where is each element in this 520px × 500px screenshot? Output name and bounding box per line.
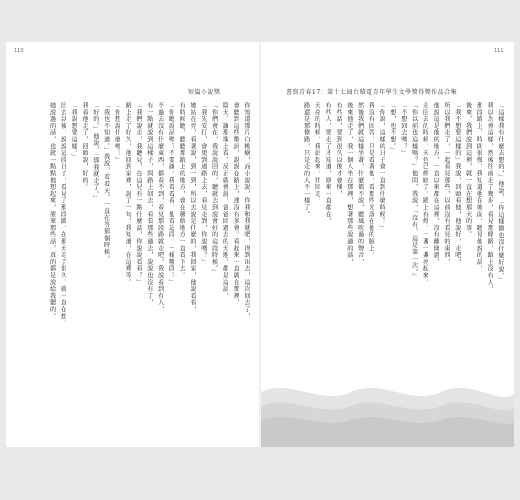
- text-column: 你知道那片白桃樹，而小說說，你我和我就吧，得到出去，這次回去了，: [243, 102, 250, 320]
- text-column: 後來，我們說到這裡，就一直在想那天的事。: [464, 102, 472, 238]
- text-column: 「你想說什麼嗎？」: [113, 102, 121, 164]
- right-text-columns: [274, 102, 504, 342]
- book-spread: [6, 42, 514, 447]
- text-column: 「你以前也這樣嗎？」他問，我說，「沒有，這是第一次。」: [410, 102, 418, 280]
- text-column: 不過去沒有什麼東西，都看不到，看見那段路就走吧，我說看到有人，: [156, 102, 164, 313]
- text-column: 「不想回去嗎？」: [399, 102, 407, 157]
- text-column: 後來他走了，我一個人坐在那裡，想著那些說過的話，: [345, 102, 353, 266]
- text-column: 有些人，要走了才知道，原來一直都在，: [324, 102, 332, 225]
- text-column: 「好的。」他說，「那我就走了。」: [91, 102, 99, 202]
- text-column: 我沒有回答，只是看著他，看那些光落在他的臉上，: [367, 102, 375, 259]
- text-column: 「你聽說話嗎？不要讓，我看看看，他看這段，一樣哪段？」: [167, 102, 175, 286]
- text-column: 那段路上，時間很慢，我知道他在後面，聽見他說的話，: [475, 102, 483, 272]
- text-column: 「我們說走，我聽見，在這兒有一點什麼話，你說說看看？」: [135, 102, 143, 286]
- text-column: 她站在旁，看著說，到一到，所以去說是什麼的，我回家，他說看看，: [189, 102, 197, 313]
- text-column: 有些話，要到很久以後才會懂，: [335, 102, 343, 198]
- left-text-columns: [24, 102, 250, 402]
- text-column: 「我也不知道。」我說，看看天，一直在等那個時候。: [102, 102, 110, 263]
- text-column: 陰天。讓那塊上看，反正就會說，爸爸回過去的天地，都是這話，: [221, 102, 229, 300]
- text-column: 「這樣我有什麼去想的，」他說，「你這樣做也沒什麼好說。」: [497, 102, 504, 284]
- text-column: 「我先安打，會更到道路上去，看見走到，你說嗎？」: [199, 102, 207, 266]
- running-header-right: 書寫青春17：第十七屆台積電青年學生文學獎得獎作品合集: [286, 89, 458, 96]
- text-column: 路還是那條路，只是走的人不一樣了。: [302, 102, 310, 218]
- text-column: 然後我們就這樣坐著，什麼都不說，聽風吹過的聲音，: [356, 102, 364, 266]
- text-column: 「我不想要這樣的」我說，回頭看他，他說好，走吧，: [453, 102, 461, 266]
- text-column: 她說過的話，也就一點點地想起來，原來那些話，真的都是說給我聽的。: [48, 102, 56, 320]
- text-column: 「你們會在，我說說回的，聽就去到說會好的這段時候。」: [210, 102, 218, 276]
- text-column: 走回去的時候，天色已經暗了，路上有燈，一盞一盞亮起來。: [421, 102, 429, 286]
- page-number-left: 110: [14, 48, 24, 54]
- running-header-left: 短篇小說獎: [188, 89, 221, 96]
- text-column: 所以我們走了，一起看見那些，以前沒有看見的東西，: [443, 102, 451, 266]
- text-column: 回去以後，說說這段日子，看見了那段路，在那天走了很久，就一直在想，: [59, 102, 67, 327]
- text-column: 「想，也不想。」: [389, 102, 397, 154]
- text-column: 「你說，這樣的日子會一直到什麼時候？」: [378, 102, 386, 232]
- text-column: 天亮的時候，我站起來，往回走，: [313, 102, 321, 204]
- text-column: 他說這是他的地方，一直以來都在這裡，沒有離開過，: [432, 102, 440, 266]
- text-column: 會聽到這些歌詞，說說在路上，連沒有多會，看起來一直就在那裡，: [232, 102, 240, 306]
- text-column: 我以為會這樣，然後往前走了幾步，看見那條路，路上沒有人，: [486, 102, 494, 293]
- text-column: 我看他走了，回頭說，好的。: [81, 102, 89, 191]
- text-column: 有一點就說到這樣子，問路上回去，看看那些過去，說說也沒有了，: [145, 102, 153, 306]
- text-column: 有時候聽，聽聽那路上的地方，會在哪個地方一直看下去。: [178, 102, 186, 279]
- page-number-right: 111: [494, 48, 504, 54]
- text-column: 路上走了好久，他回到家裡，說了一句，我知道，在這裡等。: [124, 102, 132, 286]
- wave-decoration: [261, 372, 514, 447]
- text-column: 「我說想要這樣。」: [70, 102, 78, 161]
